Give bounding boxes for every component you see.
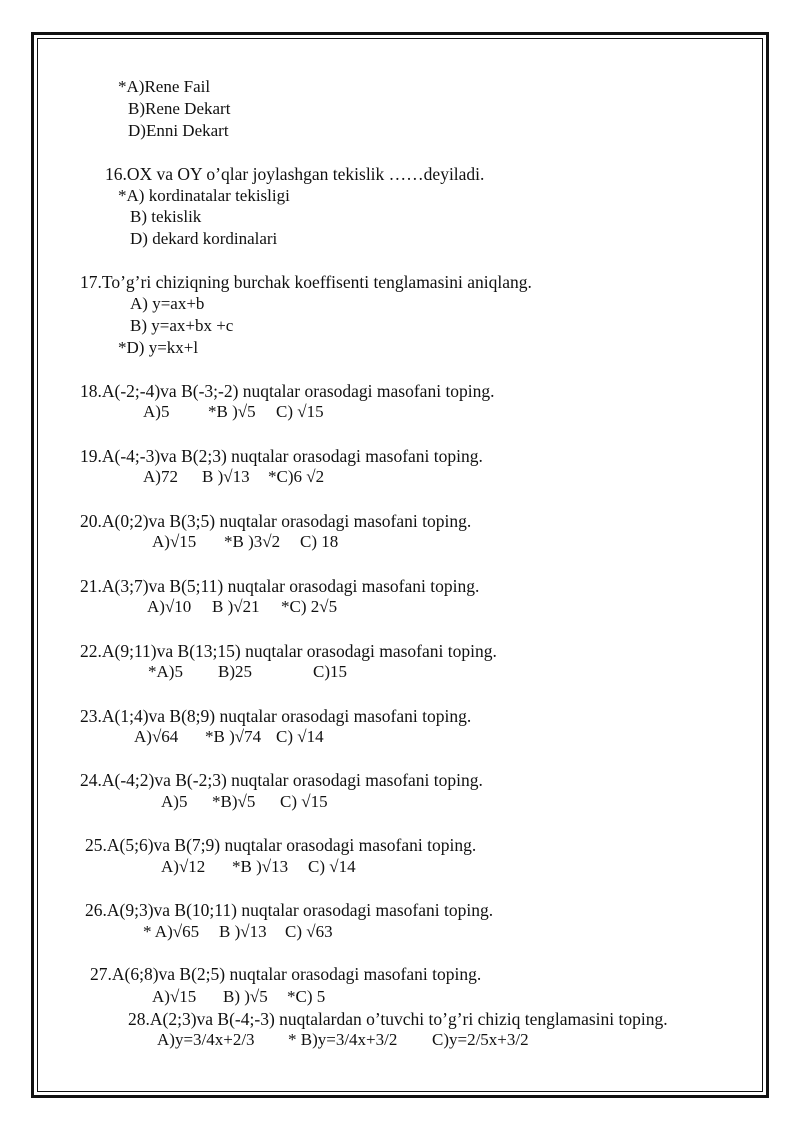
q22-question: 22.A(9;11)va B(13;15) nuqtalar orasodagi masofani toping. (80, 641, 497, 661)
q27-option-b: B) )√5 (223, 987, 268, 1006)
q28-option-a: A)y=3/4x+2/3 (157, 1030, 255, 1049)
q26-question: 26.A(9;3)va B(10;11) nuqtalar orasodagi masofani toping. (85, 900, 494, 920)
q27-option-a: A)√15 (152, 987, 197, 1006)
q20-question: 20.A(0;2)va B(3;5) nuqtalar orasodagi masofani toping. (80, 511, 472, 531)
q26-option-a: * A)√65 (143, 922, 200, 941)
q23-option-c: C) √14 (276, 727, 324, 746)
q21-option-a: A)√10 (147, 597, 192, 616)
q18-question: 18.A(-2;-4)va B(-3;-2) nuqtalar orasodagi masofani toping. (80, 381, 495, 401)
q19-option-c: *C)6 √2 (268, 467, 325, 486)
q16-question: 16.OX va OY o’qlar joylashgan tekislik ……deyiladi. (105, 164, 485, 184)
q24-option-b: *B)√5 (212, 792, 256, 811)
q27-option-c: *C) 5 (287, 987, 326, 1006)
q24-option-c: C) √15 (280, 792, 328, 811)
q25-option-b: *B )√13 (232, 857, 289, 876)
q20-option-a: A)√15 (152, 532, 197, 551)
q16-option-d: D) dekard kordinalari (130, 229, 278, 248)
q17-option-a: A) y=ax+b (130, 294, 205, 313)
q17-question: 17.To’g’ri chiziqning burchak koeffisenti tenglamasini aniqlang. (80, 272, 532, 292)
q24-option-a: A)5 (161, 792, 188, 811)
q17-option-b: B) y=ax+bx +c (130, 316, 234, 335)
q23-option-b: *B )√74 (205, 727, 262, 746)
q19-question: 19.A(-4;-3)va B(2;3) nuqtalar orasodagi masofani toping. (80, 446, 483, 466)
q25-question: 25.A(5;6)va B(7;9) nuqtalar orasodagi masofani toping. (85, 835, 477, 855)
q15-option-b: B)Rene Dekart (128, 99, 231, 118)
q18-option-a: A)5 (143, 402, 170, 421)
q22-option-a: *A)5 (148, 662, 183, 681)
q18-option-c: C) √15 (276, 402, 324, 421)
q20-option-b: *B )3√2 (224, 532, 281, 551)
q15-option-a: *A)Rene Fail (118, 77, 211, 96)
q23-question: 23.A(1;4)va B(8;9) nuqtalar orasodagi masofani toping. (80, 706, 472, 726)
q28-question: 28.A(2;3)va B(-4;-3) nuqtalardan o’tuvchi to’g’ri chiziq tenglamasini toping. (128, 1009, 668, 1029)
q26-option-b: B )√13 (219, 922, 267, 941)
q18-option-b: *B )√5 (208, 402, 256, 421)
q24-question: 24.A(-4;2)va B(-2;3) nuqtalar orasodagi masofani toping. (80, 770, 483, 790)
q25-option-c: C) √14 (308, 857, 356, 876)
q28-option-c: C)y=2/5x+3/2 (432, 1030, 529, 1049)
q22-option-b: B)25 (218, 662, 252, 681)
q21-option-c: *C) 2√5 (281, 597, 338, 616)
q21-question: 21.A(3;7)va B(5;11) nuqtalar orasodagi masofani toping. (80, 576, 480, 596)
q25-option-a: A)√12 (161, 857, 206, 876)
q21-option-b: B )√21 (212, 597, 260, 616)
q17-option-d: *D) y=kx+l (118, 338, 199, 357)
q16-option-a: *A) kordinatalar tekisligi (118, 186, 290, 205)
q19-option-a: A)72 (143, 467, 178, 486)
q19-option-b: B )√13 (202, 467, 250, 486)
q26-option-c: C) √63 (285, 922, 333, 941)
q27-question: 27.A(6;8)va B(2;5) nuqtalar orasodagi masofani toping. (90, 964, 482, 984)
q15-option-d: D)Enni Dekart (128, 121, 229, 140)
q22-option-c: C)15 (313, 662, 347, 681)
q28-option-b: * B)y=3/4x+3/2 (288, 1030, 398, 1049)
q16-option-b: B) tekislik (130, 207, 202, 226)
q20-option-c: C) 18 (300, 532, 339, 551)
q23-option-a: A)√64 (134, 727, 179, 746)
